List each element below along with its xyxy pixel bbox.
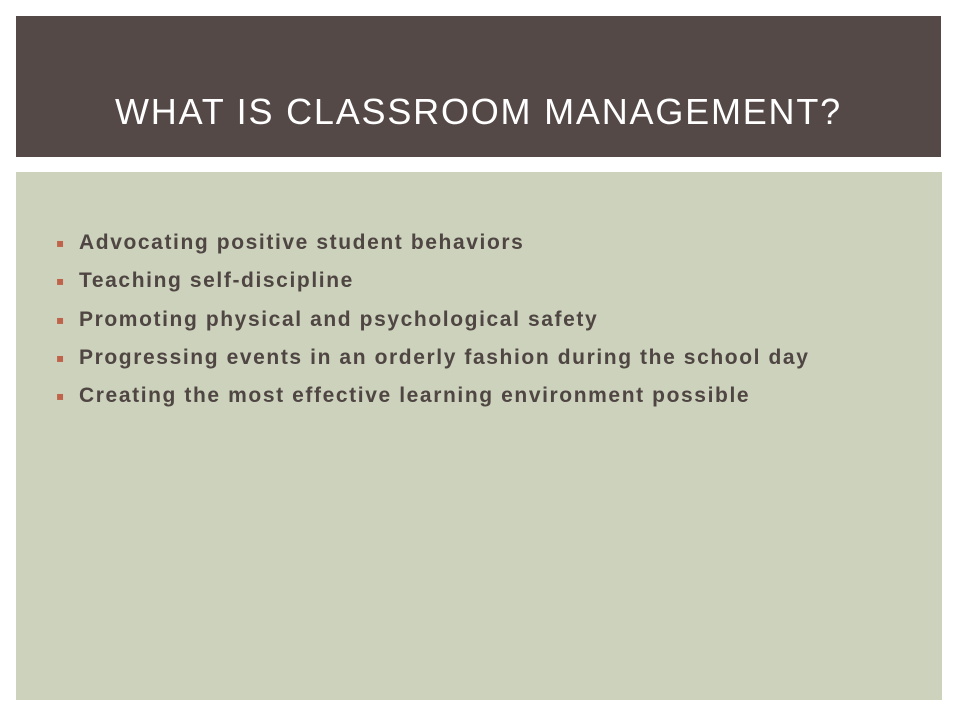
square-bullet-icon: ▪: [56, 351, 65, 366]
square-bullet-icon: ▪: [56, 274, 65, 289]
list-item: [56, 339, 810, 377]
list-item: [56, 262, 810, 300]
square-bullet-icon: ▪: [56, 389, 65, 404]
bullet-text: Teaching self-discipline: [79, 269, 354, 293]
bullet-text: Promoting physical and psychological safety: [79, 307, 599, 331]
bullet-text: Creating the most effective learning environment possible: [79, 384, 751, 408]
bullet-text: Progressing events in an orderly fashion during the school day: [79, 346, 810, 370]
list-item: [56, 301, 810, 339]
title-bar: [16, 16, 941, 157]
bullet-list: [56, 224, 810, 415]
square-bullet-icon: ▪: [56, 236, 65, 251]
list-item: [56, 377, 810, 415]
slide-title: WHAT IS CLASSROOM MANAGEMENT?: [115, 91, 842, 132]
bullet-text: Advocating positive student behaviors: [79, 231, 525, 255]
list-item: [56, 224, 810, 262]
square-bullet-icon: ▪: [56, 312, 65, 327]
